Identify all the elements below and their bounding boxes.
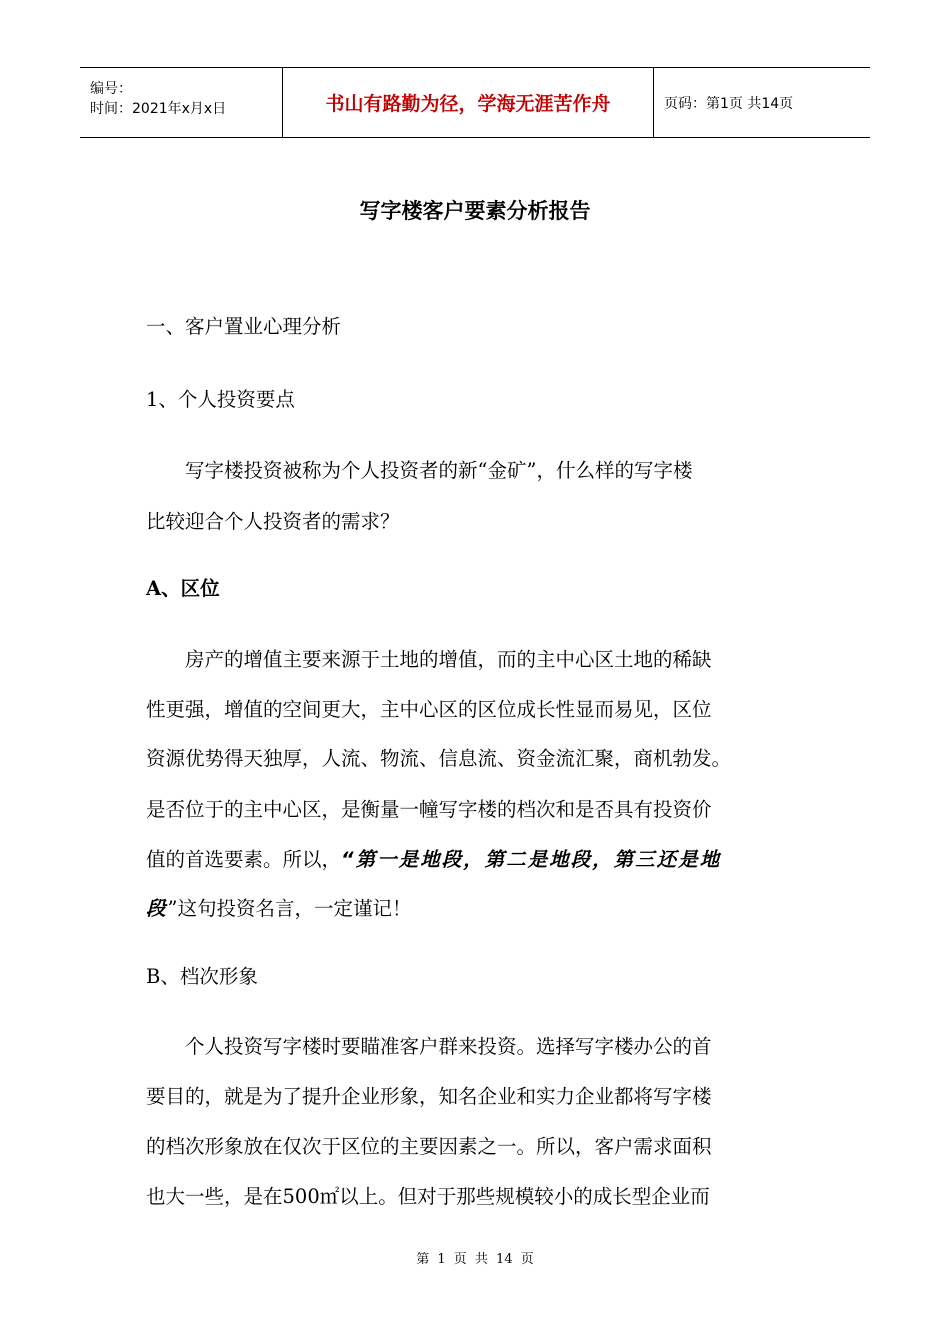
document-title: 写字楼客户要素分析报告 — [359, 199, 591, 223]
header-meta — [80, 68, 282, 137]
header-page-info: 页码：第1页 共14页 — [664, 95, 794, 112]
paragraph-line: 比较迎合个人投资者的需求？ — [146, 510, 400, 533]
header-date: 时间：2021年x月x日 — [90, 100, 227, 117]
section-heading: 一、客户置业心理分析 — [146, 315, 342, 338]
paragraph-line: 的档次形象放在仅次于区位的主要因素之一。所以，客户需求面积 — [146, 1135, 712, 1158]
text-run: ”这句投资名言，一定谨记！ — [167, 897, 412, 920]
paragraph-line: 要目的，就是为了提升企业形象，知名企业和实力企业都将写字楼 — [146, 1085, 712, 1108]
paragraph-line: 写字楼投资被称为个人投资者的新“金矿”，什么样的写字楼 — [185, 459, 693, 482]
emphasized-quote: 段 — [146, 897, 168, 920]
header-motto: 书山有路勤为径，学海无涯苦作舟 — [325, 93, 611, 115]
paragraph-line: 资源优势得天独厚，人流、物流、信息流、资金流汇聚，商机勃发。 — [146, 747, 732, 770]
paragraph-line: 个人投资写字楼时要瞄准客户群来投资。选择写字楼办公的首 — [185, 1035, 712, 1058]
header-number: 编号： — [90, 80, 132, 97]
paragraph-line — [146, 844, 816, 872]
page-header — [80, 67, 870, 138]
subsection-heading: 1、个人投资要点 — [146, 388, 295, 411]
paragraph-line: 性更强，增值的空间更大，主中心区的区位成长性显而易见，区位 — [146, 698, 712, 721]
emphasized-quote: “第一是地段，第二是地段，第三还是地 — [341, 848, 722, 871]
paragraph-line: 是否位于的主中心区，是衡量一幢写字楼的档次和是否具有投资价 — [146, 798, 712, 821]
paragraph-line — [146, 893, 816, 921]
heading-a: A、区位 — [146, 577, 220, 600]
text-run: 值的首选要素。所以， — [146, 848, 342, 871]
paragraph-line: 也大一些，是在500㎡以上。但对于那些规模较小的成长型企业而 — [146, 1185, 710, 1208]
header-motto-cell — [282, 68, 654, 137]
paragraph-line: 房产的增值主要来源于土地的增值，而的主中心区土地的稀缺 — [185, 648, 712, 671]
page-footer: 第 1 页 共 14 页 — [416, 1252, 534, 1267]
heading-b: B、档次形象 — [146, 965, 258, 988]
